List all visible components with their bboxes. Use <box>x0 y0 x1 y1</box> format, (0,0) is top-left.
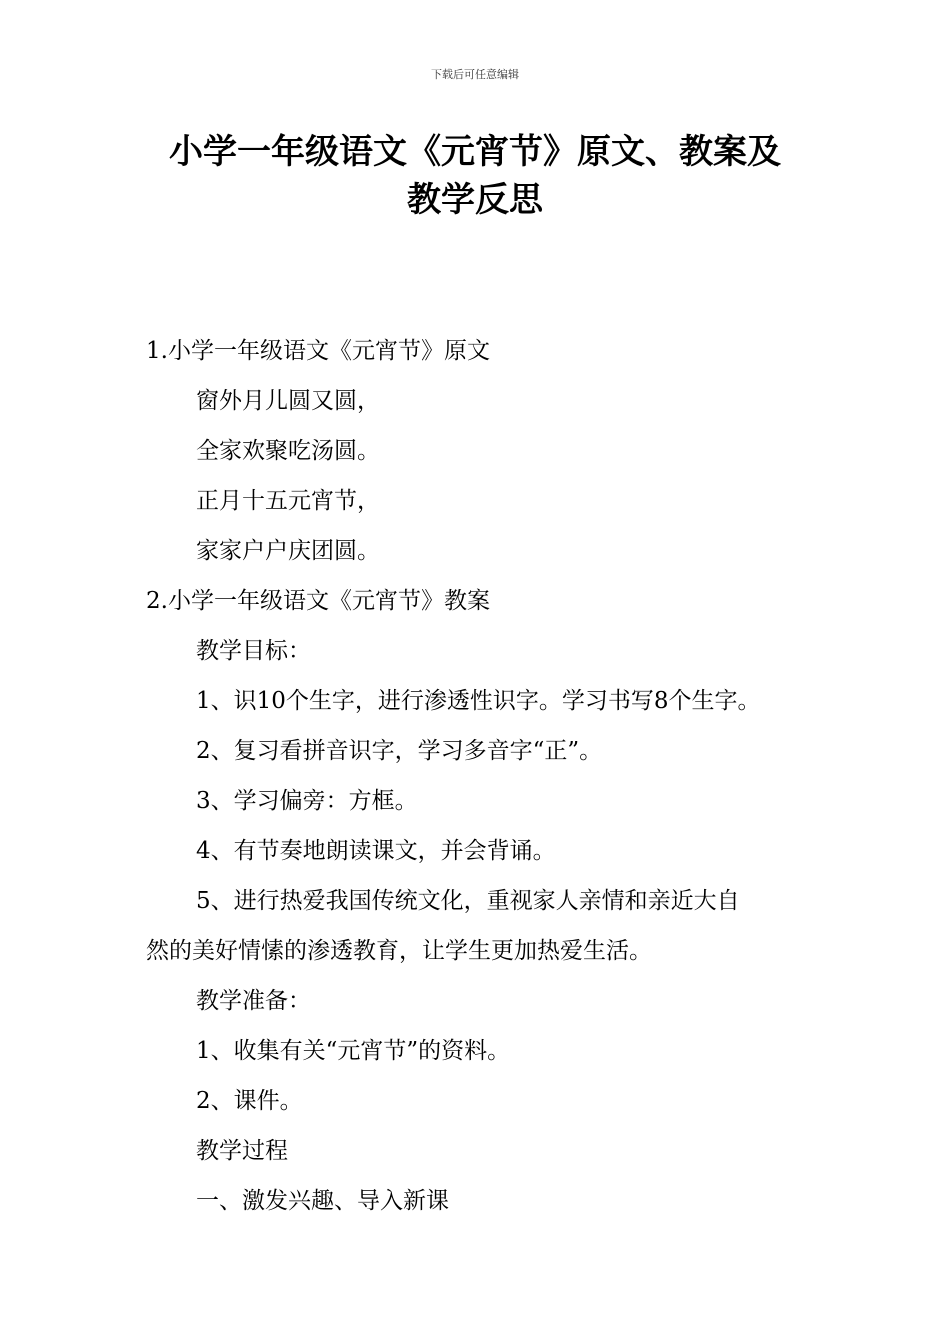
poem-line: 家家户户庆团圆。 <box>196 538 380 564</box>
process-label: 教学过程 <box>196 1138 288 1164</box>
section1-heading: 1.小学一年级语文《元宵节》原文 <box>146 338 490 364</box>
title-line-1: 小学一年级语文《元宵节》原文、教案及 <box>169 132 781 172</box>
goal-item-5-line-2: 然的美好情愫的渗透教育，让学生更加热爱生活。 <box>146 938 652 964</box>
section2-heading: 2.小学一年级语文《元宵节》教案 <box>146 588 490 614</box>
process-step: 一、激发兴趣、导入新课 <box>196 1188 449 1214</box>
document-body <box>146 326 826 1226</box>
goal-item: 3、学习偏旁：方框。 <box>196 788 418 814</box>
prep-item: 2、课件。 <box>196 1088 303 1114</box>
poem-line: 全家欢聚吃汤圆。 <box>196 438 380 464</box>
poem-line: 正月十五元宵节， <box>196 488 380 514</box>
goal-item-5-line-1: 5、进行热爱我国传统文化，重视家人亲情和亲近大自 <box>196 888 740 914</box>
prep-label: 教学准备： <box>196 988 311 1014</box>
goal-item: 4、有节奏地朗读课文，并会背诵。 <box>196 838 556 864</box>
title-line-2: 教学反思 <box>407 180 543 220</box>
goal-item: 1、识10个生字，进行渗透性识字。学习书写8个生字。 <box>196 688 761 714</box>
poem-line: 窗外月儿圆又圆， <box>196 388 380 414</box>
goal-item: 2、复习看拼音识字，学习多音字“正”。 <box>196 738 603 764</box>
document-title <box>0 128 950 224</box>
goals-label: 教学目标： <box>196 638 311 664</box>
header-note: 下载后可任意编辑 <box>431 68 519 81</box>
prep-item: 1、收集有关“元宵节”的资料。 <box>196 1038 511 1064</box>
